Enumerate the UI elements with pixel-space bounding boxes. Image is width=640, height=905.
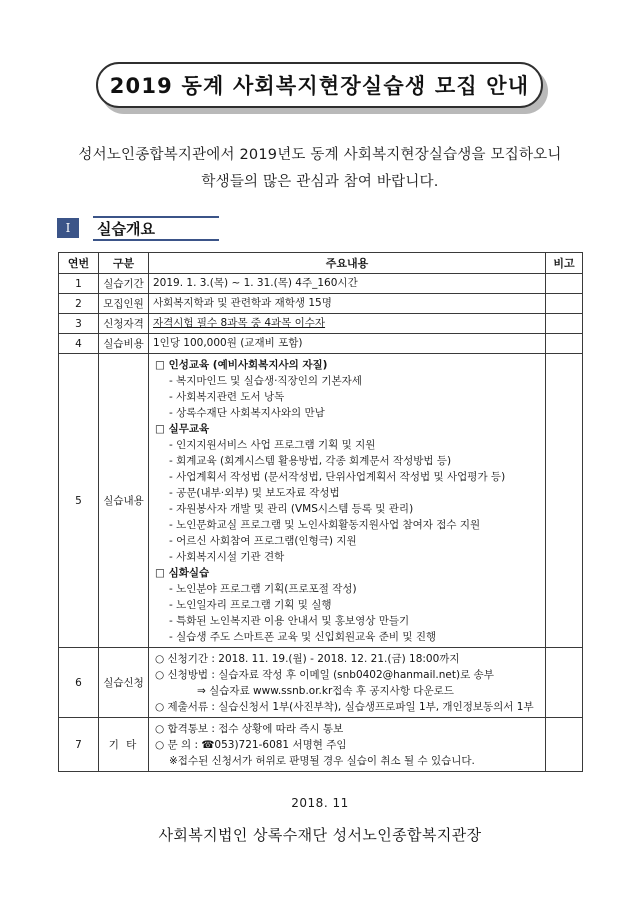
row-remark	[546, 334, 583, 354]
table-row	[59, 314, 583, 334]
row-remark	[546, 718, 583, 772]
intro-paragraph	[0, 142, 640, 196]
content-line-bullet: ○ 신청기간 : 2018. 11. 19.(월) - 2018. 12. 21.(금) 18:00까지	[155, 653, 460, 665]
content-group-heading: □ 심화실습	[155, 567, 210, 579]
intro-line-1: 성서노인종합복지관에서 2019년도 동계 사회복지현장실습생을 모집하오니	[78, 147, 562, 163]
column-header-main: 주요내용	[149, 253, 546, 274]
content-group-item: - 특화된 노인복지관 이용 안내서 및 홍보영상 만들기	[169, 615, 410, 627]
section-heading	[57, 216, 257, 242]
table-row	[59, 294, 583, 314]
column-header-kind: 구분	[99, 253, 149, 274]
section-marker: I	[57, 218, 79, 238]
content-group-item: - 사회복지관련 도서 낭독	[169, 391, 285, 403]
row-main-text: 자격시험 필수 8과목 중 4과목 이수자	[153, 317, 326, 329]
content-line-bullet: ○ 문 의 : ☎053)721-6081 서명현 주임	[155, 739, 347, 751]
footer-organization: 사회복지법인 상록수재단 성서노인종합복지관장	[158, 826, 482, 844]
document-footer	[0, 796, 640, 845]
row-main: 사회복지학과 및 관련학과 재학생 15명	[149, 294, 546, 314]
row-no: 5	[59, 354, 99, 648]
row-kind: 신청자격	[99, 314, 149, 334]
content-line-list	[153, 651, 541, 714]
row-no: 3	[59, 314, 99, 334]
content-line-bullet: ○ 신청방법 : 실습자료 작성 후 이메일 (snb0402@hanmail.net)로 송부	[155, 669, 494, 681]
title-banner-box	[96, 62, 543, 108]
table-row	[59, 648, 583, 718]
section-title: 실습개요	[93, 216, 219, 241]
overview-table	[58, 252, 583, 772]
table-row	[59, 354, 583, 648]
content-group-item: - 실습생 주도 스마트폰 교육 및 신입회원교육 준비 및 진행	[169, 631, 437, 643]
row-remark	[546, 294, 583, 314]
row-no: 1	[59, 274, 99, 294]
column-header-remark: 비고	[546, 253, 583, 274]
content-group-item: - 자원봉사자 개발 및 관리 (VMS시스템 등록 및 관리)	[169, 503, 414, 515]
content-line-note: ※접수된 신청서가 허위로 판명될 경우 실습이 취소 될 수 있습니다.	[169, 755, 475, 767]
content-group-item: - 복지마인드 및 실습생·직장인의 기본자세	[169, 375, 362, 387]
table-header-row	[59, 253, 583, 274]
content-line-bullet: ○ 합격통보 : 접수 상황에 따라 즉시 통보	[155, 723, 344, 735]
row-main-lines	[149, 648, 546, 718]
column-header-no: 연번	[59, 253, 99, 274]
content-group-item: - 사회복지시설 기관 견학	[169, 551, 285, 563]
title-banner	[96, 62, 546, 112]
row-kind: 기 타	[99, 718, 149, 772]
content-group-item: - 노인분야 프로그램 기획(프로포절 작성)	[169, 583, 357, 595]
row-main-lines	[149, 718, 546, 772]
row-kind: 실습내용	[99, 354, 149, 648]
content-group-list	[153, 357, 541, 644]
content-group-item: - 회계교육 (회계시스템 활용방법, 각종 회계문서 작성방법 등)	[169, 455, 452, 467]
content-group-item: - 노인일자리 프로그램 기획 및 실행	[169, 599, 332, 611]
content-line-bullet: ○ 제출서류 : 실습신청서 1부(사진부착), 실습생프로파일 1부, 개인정보동의서 1부	[155, 701, 534, 713]
row-remark	[546, 648, 583, 718]
table-header	[59, 253, 583, 274]
row-main	[149, 314, 546, 334]
content-line-indent: ⇒ 실습자료 www.ssnb.or.kr접속 후 공지사항 다운로드	[197, 685, 454, 697]
table-row	[59, 334, 583, 354]
content-group-item: - 어르신 사회참여 프로그램(인형극) 지원	[169, 535, 357, 547]
content-group-item: - 노인문화교실 프로그램 및 노인사회활동지원사업 참여자 접수 지원	[169, 519, 481, 531]
table-row	[59, 718, 583, 772]
row-main: 2019. 1. 3.(목) ~ 1. 31.(목) 4주_160시간	[149, 274, 546, 294]
row-no: 2	[59, 294, 99, 314]
intro-line-2: 학생들의 많은 관심과 참여 바랍니다.	[201, 174, 439, 190]
content-group-heading: □ 인성교육 (예비사회복지사의 자질)	[155, 359, 328, 371]
row-kind: 실습비용	[99, 334, 149, 354]
row-main: 1인당 100,000원 (교재비 포함)	[149, 334, 546, 354]
row-no: 6	[59, 648, 99, 718]
content-group-item: - 사업계획서 작성법 (문서작성법, 단위사업계획서 작성법 및 사업평가 등)	[169, 471, 506, 483]
row-kind: 실습신청	[99, 648, 149, 718]
content-group-heading: □ 실무교육	[155, 423, 210, 435]
row-main-groups	[149, 354, 546, 648]
footer-date: 2018. 11	[291, 796, 349, 810]
document-title: 2019 동계 사회복지현장실습생 모집 안내	[109, 74, 530, 98]
row-no: 7	[59, 718, 99, 772]
content-group-item: - 공문(내부·외부) 및 보도자료 작성법	[169, 487, 340, 499]
row-remark	[546, 274, 583, 294]
content-line-list	[153, 721, 541, 768]
row-no: 4	[59, 334, 99, 354]
row-kind: 모집인원	[99, 294, 149, 314]
row-remark	[546, 354, 583, 648]
row-remark	[546, 314, 583, 334]
table-row	[59, 274, 583, 294]
content-group-item: - 인지지원서비스 사업 프로그램 기획 및 지원	[169, 439, 376, 451]
row-kind: 실습기간	[99, 274, 149, 294]
content-group-item: - 상록수재단 사회복지사와의 만남	[169, 407, 325, 419]
table-body	[59, 274, 583, 772]
